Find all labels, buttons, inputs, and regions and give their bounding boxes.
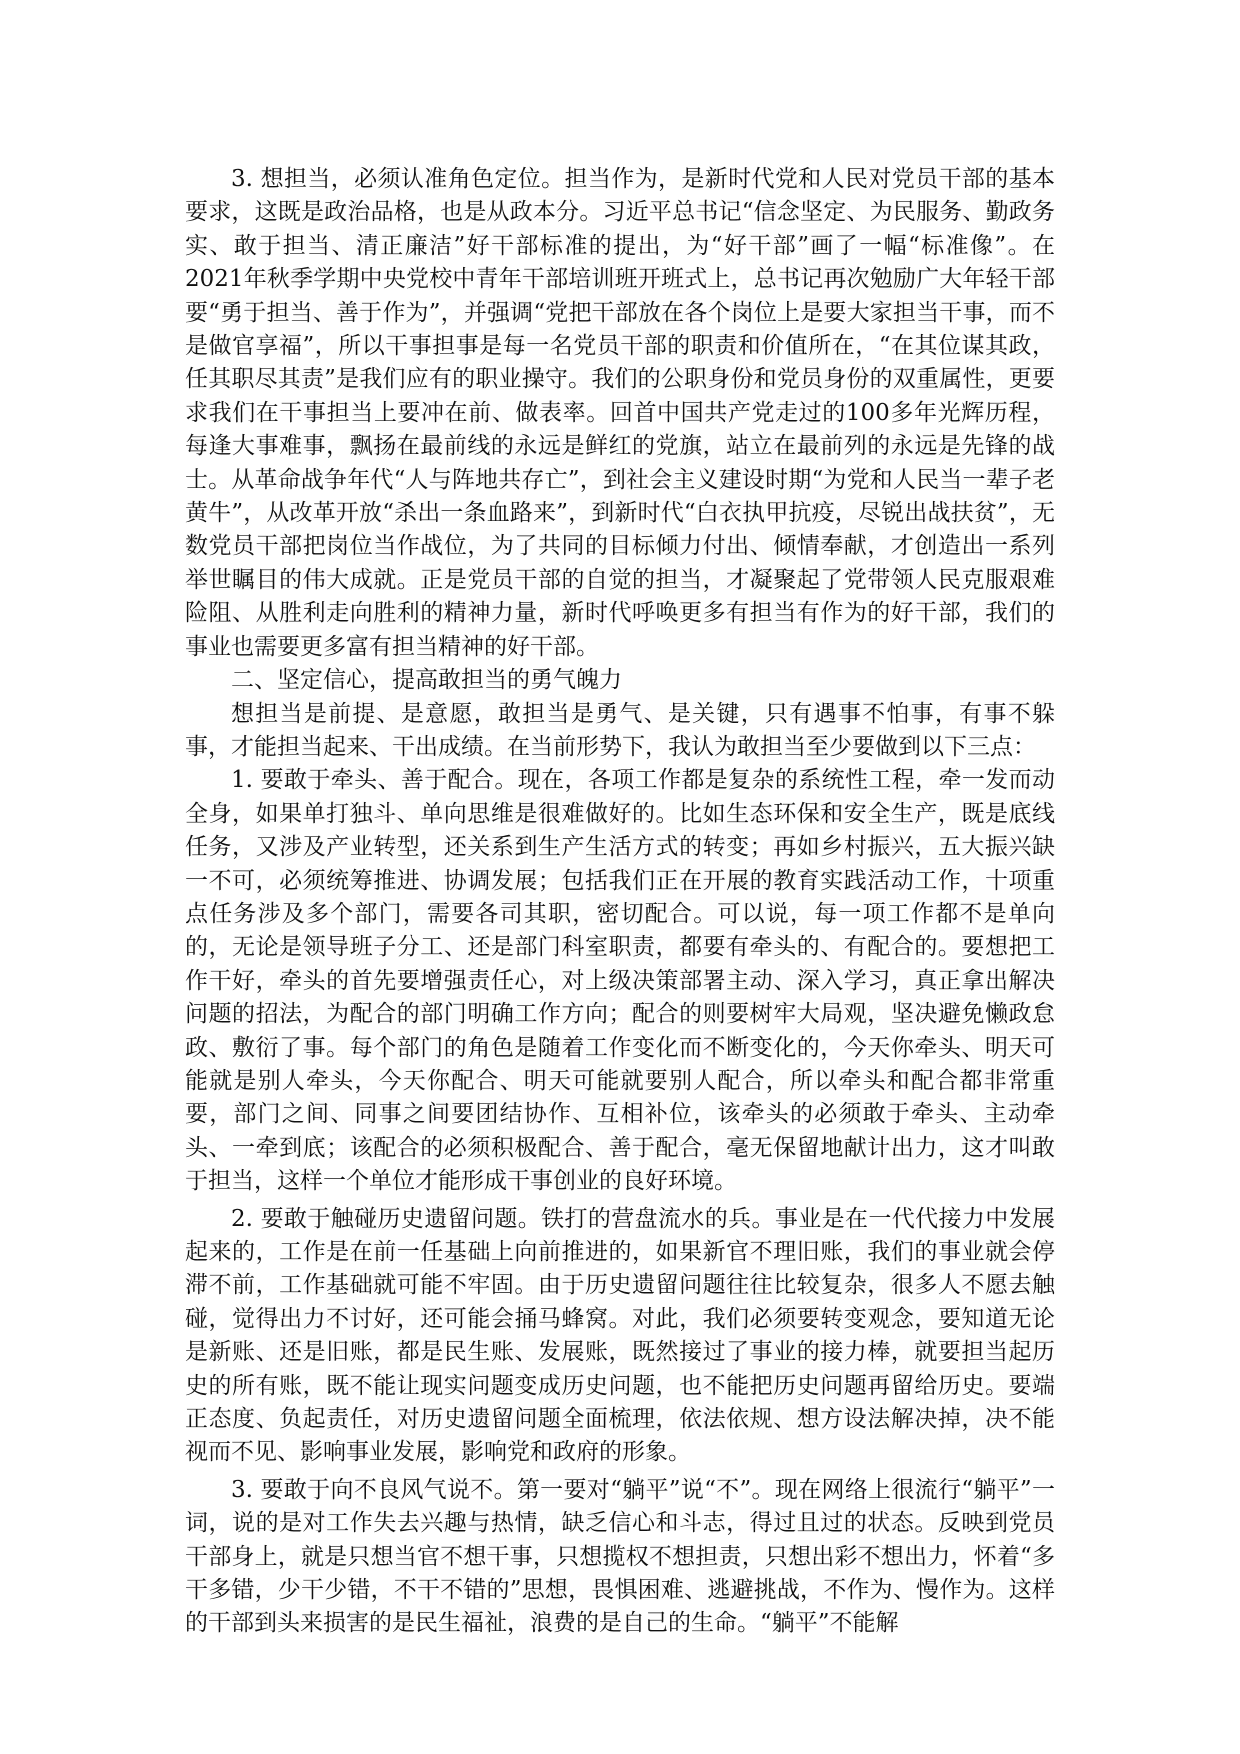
paragraph-3: 1. 要敢于牵头、善于配合。现在，各项工作都是复杂的系统性工程，牵一发而动全身，如果单打独斗、单向思维是很难做好的。比如生态环保和安全生产，既是底线任务，又涉及产业转型，还关系到生产生活方式的转变；再如乡村振兴，五大振兴缺一不可，必须统筹推进、协调发展；包括我们正在开展的教育实践活动工作，十项重点任务涉及多个部门，需要各司其职，密切配合。可以说，每一项工作都不是单向的，无论是领导班子分工、还是部门科室职责，都要有牵头的、有配合的。要想把工作干好，牵头的首先要增强责任心，对上级决策部署主动、深入学习，真正拿出解决问题的招法，为配合的部门明确工作方向；配合的则要树牢大局观，坚决避免懒政怠政、敷衍了事。每个部门的角色是随着工作变化而不断变化的，今天你牵头、明天可能就是别人牵头，今天你配合、明天可能就要别人配合，所以牵头和配合都非常重要，部门之间、同事之间要团结协作、互相补位，该牵头的必须敢于牵头、主动牵头、一牵到底；该配合的必须积极配合、善于配合，毫无保留地献计出力，这才叫敢于担当，这样一个单位才能形成干事创业的良好环境。	[185, 767, 1055, 1195]
paragraph-1: 3. 想担当，必须认准角色定位。担当作为，是新时代党和人民对党员干部的基本要求，这既是政治品格，也是从政本分。习近平总书记“信念坚定、为民服务、勤政务实、敢于担当、清正廉洁”好干部标准的提出，为“好干部”画了一幅“标准像”。在2021年秋季学期中央党校中青年干部培训班开班式上，总书记再次勉励广大年轻干部要“勇于担当、善于作为”，并强调“党把干部放在各个岗位上是要大家担当干事，而不是做官享福”，所以干事担事是每一名党员干部的职责和价值所在，“在其位谋其政，任其职尽其责”是我们应有的职业操守。我们的公职身份和党员身份的双重属性，更要求我们在干事担当上要冲在前、做表率。回首中国共产党走过的100多年光辉历程，每逢大事难事，飘扬在最前线的永远是鲜红的党旗，站立在最前列的永远是先锋的战士。从革命战争年代“人与阵地共存亡”，到社会主义建设时期“为党和人民当一辈子老黄牛”，从改革开放“杀出一条血路来”，到新时代“白衣执甲抗疫，尽锐出战扶贫”，无数党员干部把岗位当作战位，为了共同的目标倾力付出、倾情奉献，才创造出一系列举世瞩目的伟大成就。正是党员干部的自觉的担当，才凝聚起了党带领人民克服艰难险阻、从胜利走向胜利的精神力量，新时代呼唤更多有担当有作为的好干部，我们的事业也需要更多富有担当精神的好干部。	[185, 166, 1055, 660]
document-body	[185, 163, 1055, 1641]
paragraph-5: 3. 要敢于向不良风气说不。第一要对“躺平”说“不”。现在网络上很流行“躺平”一词，说的是对工作失去兴趣与热情，缺乏信心和斗志，得过且过的状态。反映到党员干部身上，就是只想当官不想干事，只想揽权不想担责，只想出彩不想出力，怀着“多干多错，少干少错，不干不错的”思想，畏惧困难、逃避挑战，不作为、慢作为。这样的干部到头来损害的是民生福祉，浪费的是自己的生命。“躺平”不能解	[185, 1476, 1055, 1637]
paragraph-4: 2. 要敢于触碰历史遗留问题。铁打的营盘流水的兵。事业是在一代代接力中发展起来的，工作是在前一任基础上向前推进的，如果新官不理旧账，我们的事业就会停滞不前，工作基础就可能不牢固。由于历史遗留问题往往比较复杂，很多人不愿去触碰，觉得出力不讨好，还可能会捅马蜂窝。对此，我们必须要转变观念，要知道无论是新账、还是旧账，都是民生账、发展账，既然接过了事业的接力棒，就要担当起历史的所有账，既不能让现实问题变成历史问题，也不能把历史问题再留给历史。要端正态度、负起责任，对历史遗留问题全面梳理，依法依规、想方设法解决掉，决不能视而不见、影响事业发展，影响党和政府的形象。	[185, 1205, 1055, 1466]
paragraph-2: 想担当是前提、是意愿，敢担当是勇气、是关键，只有遇事不怕事，有事不躲事，才能担当起来、干出成绩。在当前形势下，我认为敢担当至少要做到以下三点：	[185, 700, 1055, 760]
section-heading-2: 二、坚定信心，提高敢担当的勇气魄力	[231, 667, 622, 694]
